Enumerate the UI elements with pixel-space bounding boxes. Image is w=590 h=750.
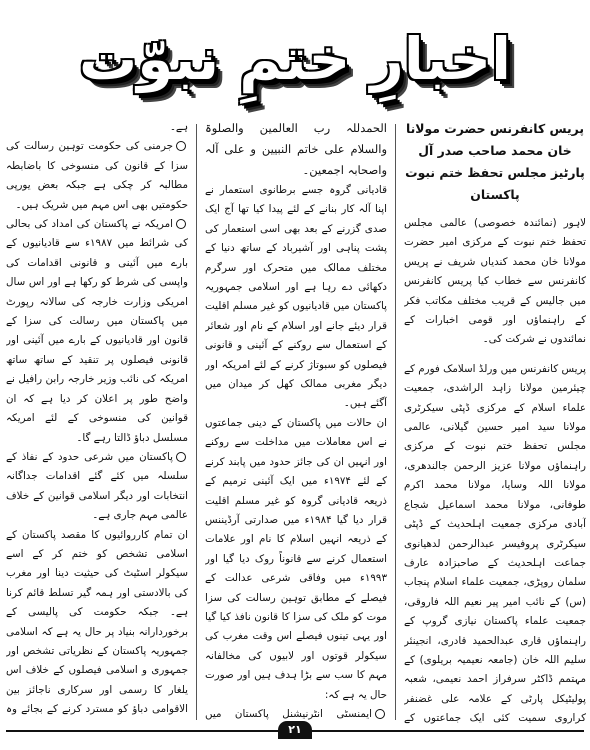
opening-dua: الحمدللہ رب العالمین والصلوۃ والسلام علی خاتم النبیین و علی آلہ واصحابہ اجمعین۔ — [205, 121, 387, 177]
masthead-banner — [70, 18, 520, 100]
bullet-circle-icon — [176, 141, 186, 151]
bullet-circle-icon — [176, 219, 186, 229]
masthead-title: اخبارِ ختمِ نبوّت — [79, 25, 511, 93]
column-divider — [395, 124, 396, 720]
column-divider — [196, 124, 197, 720]
article-paragraph: ہے۔ — [169, 121, 188, 133]
article-paragraph: لاہور (نمائندہ خصوصی) عالمی مجلس تحفظ ختم نبوت کے مرکزی امیر حضرت مولانا خان محمد کندیاں شریف نے پریس کانفرنس سے خطاب کیا پریس کانفرنس میں جالیس کے قریب مختلف مکاتب فکر کے راہنماؤں اور قومی اخبارات کے نمائندوں نے شرکت کی۔ — [404, 217, 586, 346]
middle-column — [205, 118, 387, 724]
bullet-paragraph: پاکستان میں شرعی حدود کے نفاذ کے سلسلہ میں کئے گئے اقدامات جداگانہ انتخابات اور دیگر اسلامی قوانین کے خلاف عالمی مہم جاری ہے۔ — [6, 450, 188, 522]
bullet-paragraph: امریکہ نے پاکستان کی امداد کی بحالی کی شرائط میں ۱۹۸۷ء سے قادیانیوں کے بارے میں آئینی و قانونی اقدامات کی واپسی کی شرط کو رکھا ہے اور اس سال امریکی وزارت خارجہ کی سالانہ رپورٹ میں پاکستان میں رسالت کی سزا کے قانون اور قادیانیوں کے بارے میں آئینی اور قانونی فیصلوں پر تنقید کے ساتھ ساتھ امریکہ کی نائب وزیر خارجہ رابن رافیل نے واضح طور پر اعلان کر دیا ہے کہ ان قوانین کی منسوخی کے لئے امریکہ مسلسل دباؤ ڈالتا رہے گا۔ — [6, 218, 188, 444]
bullet-circle-icon — [375, 709, 385, 719]
bullet-paragraph: جرمنی کی حکومت توہین رسالت کی سزا کے قانون کی منسوخی کا باضابطہ مطالبہ کر چکی ہے جبکہ بعض یورپی حکومتیں بھی اس مہم میں شریک ہیں۔ — [6, 140, 188, 211]
left-column — [6, 118, 188, 724]
article-paragraph: ان تمام کارروائیوں کا مقصد پاکستان کے اسلامی تشخص کو ختم کر کے اسے سیکولر اسٹیٹ کی حیثیت دینا اور مغرب کی بالادستی اور ہمہ گیر تسلط قائم کرنا ہے۔ جبکہ حکومت کی پالیسی کے برخوردارانہ بنیاد پر حال یہ ہے کہ اسلامی جمہوریہ پاکستان کے نظریاتی تشخص اور جمہوری و اسلامی فیصلوں کے خلاف اس یلغار کا رسمی اور سرکاری ناجائز بین الاقوامی دباؤ کو مسترد کرنے کے بجائے وہ — [6, 528, 188, 716]
bullet-paragraph: ایمنسٹی انٹرنیشنل پاکستان میں — [205, 705, 387, 724]
article-paragraph: پریس کانفرنس میں ورلڈ اسلامک فورم کے چیئرمین مولانا زاہد الراشدی، جمعیت علماء اسلام کے مرکزی ڈپٹی سیکرٹری مولانا سید امیر حسین گیلانی، عالمی مجلس تحفظ ختم نبوت کے مرکزی راہنماؤں مولانا عزیز الرحمن جالندھری، مولانا اللہ وسایا، مولانا محمد اکرم طوفانی، مولانا محمد اسماعیل شجاع آبادی مرکزی جمعیت اہلحدیث کے ڈپٹی سیکرٹری پروفیسر عبدالرحمن لدھیانوی جماعت اہلحدیث کے صاحبزادہ عارف سلمان روپڑی، جمعیت علماء اسلام پنجاب (س) کے نائب امیر پیر نعیم اللہ فاروقی، جمعیت علماء پاکستان نیازی گروپ کے راہنماؤں قاری عبدالحمید قادری، انجینئر سلیم اللہ خان (جامعہ نعیمیہ بریلوی) کے مہتمم ڈاکٹر سرفراز احمد نعیمی، شعبہ پولیٹیکل پارٹی کے علامہ علی غضنفر کراروی سمیت کئی ایک جماعتوں کے — [404, 362, 586, 724]
article-paragraph: قادیانی گروہ جسے برطانوی استعمار نے اپنا آلہ کار بنانے کے لئے پیدا کیا تھا آج ایک صدی گزرنے کے بعد بھی اسی استعمار کی پشت پناہی اور آشیرباد کے ساتھ دنیا کے مختلف ممالک میں متحرک اور سرگرم دکھائی دے رہا ہے اور اسلامی جمہوریہ پاکستان میں قادیانیوں کو غیر مسلم اقلیت قرار دیئے جانے اور اسلام کے نام اور شعائر کے استعمال سے روکنے کے آئینی و قانونی فیصلوں کو سبوتاژ کرنے کے لئے امریکہ اور دیگر مغربی ممالک کھل کر میدان میں آگئے ہیں۔ — [205, 184, 387, 410]
article-columns — [6, 118, 586, 724]
right-column — [404, 118, 586, 724]
page-number: ۲۱ — [278, 721, 312, 739]
bullet-circle-icon — [176, 452, 186, 462]
page-footer — [6, 723, 584, 748]
article-headline: پریس کانفرنس حضرت مولانا خان محمد صاحب صدر آل پارٹیز مجلس تحفظ ختم نبوت پاکستان — [405, 121, 585, 202]
article-paragraph: ان حالات میں پاکستان کے دینی جماعتوں نے اس معاملات میں مداخلت سے روکنے اور انہیں ان کی جائز حدود میں پابند کرنے کے لئے ۱۹۷۴ء میں ایک آئینی ترمیم کے ذریعہ قادیانی گروہ کو غیر مسلم اقلیت قرار دیا گیا ۱۹۸۴ء میں صدارتی آرڈیننس کے ذریعہ انہیں اسلام کا نام اور علامات استعمال کرنے سے قانوناً روک دیا گیا اور ۱۹۹۳ء میں وفاقی شرعی عدالت کے فیصلے کے مطابق توہین رسالت کی سزا موت کو ملک کی سزا کا قانون نافذ کیا گیا اور یہی تینوں فیصلے اس وقت مغرب کی سیکولر قوتوں اور لابیوں کی مخالفانہ مہم کا سب سے بڑا ہدف ہیں اور صورت حال یہ ہے کہ: — [205, 416, 387, 701]
